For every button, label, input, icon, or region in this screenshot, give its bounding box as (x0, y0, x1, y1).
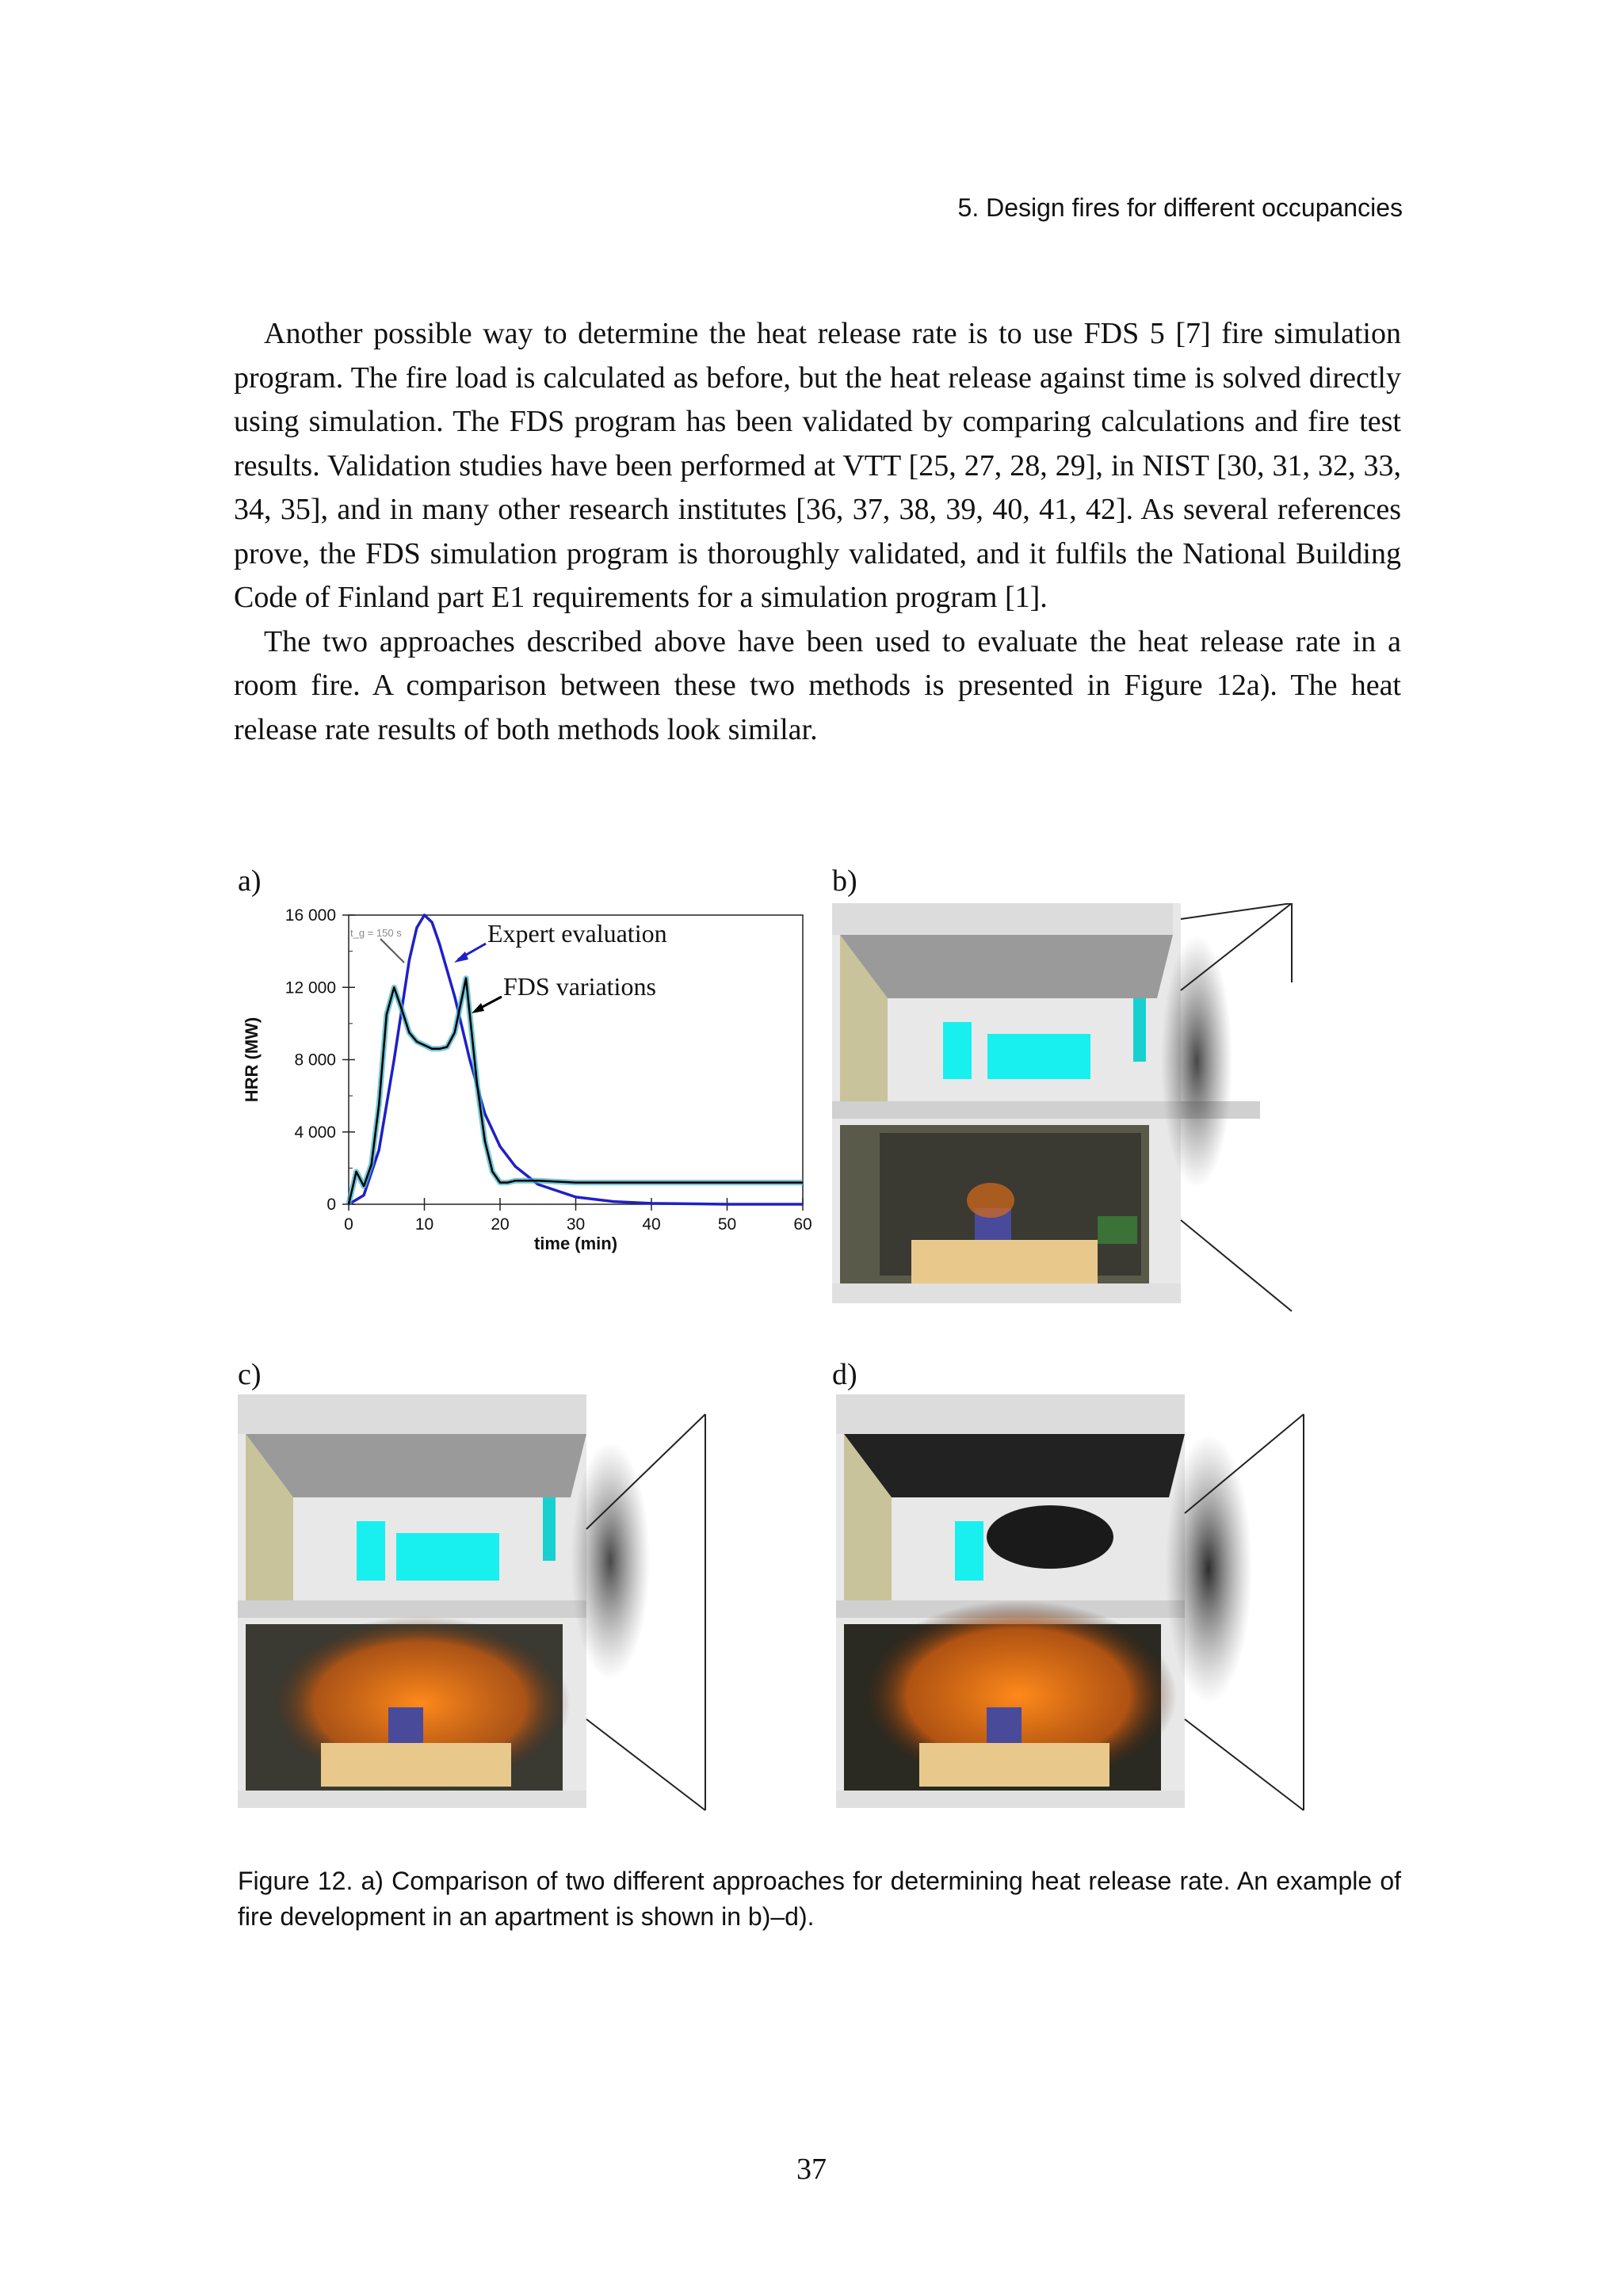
series-expert-evaluation-line (349, 915, 803, 1204)
y-axis-label: HRR (MW) (242, 1016, 262, 1103)
y-tick-label: 8 000 (294, 1051, 336, 1070)
figure-caption: Figure 12. a) Comparison of two different approaches for determining heat release rate. An example of fire development in an apartment is shown in b)–d). (238, 1867, 1401, 1931)
paragraph: The two approaches described above have been used to evaluate the heat release rate in a room fire. A comparison between these two methods is presented in Figure 12a). The heat release rate results of both methods look similar. (234, 624, 1401, 746)
chart-series-layer (349, 915, 803, 1204)
annotation-expert-arrowhead (454, 952, 468, 963)
simulation-render-b (832, 903, 1300, 1315)
running-header: 5. Design fires for different occupancies (957, 193, 1403, 222)
annotation-fds-variations: FDS variations (503, 972, 656, 1001)
chart-axes (242, 906, 812, 1253)
simulation-render-d (836, 1394, 1312, 1814)
x-tick-label: 20 (491, 1215, 510, 1234)
panel-label-c: c) (238, 1358, 262, 1391)
plot-frame (349, 915, 803, 1204)
hrr-chart (234, 891, 820, 1287)
annotation-tg: t_g = 150 s (350, 927, 402, 939)
x-tick-label: 10 (414, 1215, 434, 1234)
y-tick-label: 0 (327, 1196, 336, 1214)
series-fds-variations-band (349, 978, 803, 1204)
x-tick-label: 40 (642, 1215, 661, 1234)
panel-label-d: d) (832, 1358, 857, 1391)
simulation-render-c (238, 1394, 713, 1814)
annotation-tg-pointer (380, 939, 404, 963)
paragraph: Another possible way to determine the heat release rate is to use FDS 5 [7] fire simulation program. The fire load is calculated as before, but the heat release against time is solved directly using simulation. The FDS program has been validated by comparing calculations and fire test results. Validation studies have been performed at VTT [25, 27, 28, 29], in NIST [30, 31, 32, 33, 34, 35], and in many other research institutes [36, 37, 38, 39, 40, 41, 42]. As several references prove, the FDS simulation program is thoroughly validated, and it fulfils the National Building Code of Finland part E1 requirements for a simulation program [1]. (234, 317, 1401, 614)
x-axis-label: time (min) (533, 1234, 618, 1253)
x-tick-label: 0 (344, 1215, 353, 1234)
annotation-fds-arrowhead (472, 1003, 484, 1013)
x-tick-label: 50 (717, 1215, 737, 1234)
y-tick-label: 12 000 (285, 978, 336, 997)
y-tick-label: 16 000 (285, 906, 336, 925)
series-fds-variations-line (349, 978, 803, 1204)
page-number: 37 (796, 2153, 827, 2186)
body-text (234, 312, 1401, 752)
panel-label-b: b) (832, 864, 857, 898)
x-tick-label: 30 (566, 1215, 586, 1234)
annotation-expert-evaluation: Expert evaluation (487, 919, 667, 948)
panel-label-a: a) (238, 864, 262, 898)
x-tick-label: 60 (793, 1215, 812, 1234)
y-tick-label: 4 000 (294, 1123, 336, 1142)
